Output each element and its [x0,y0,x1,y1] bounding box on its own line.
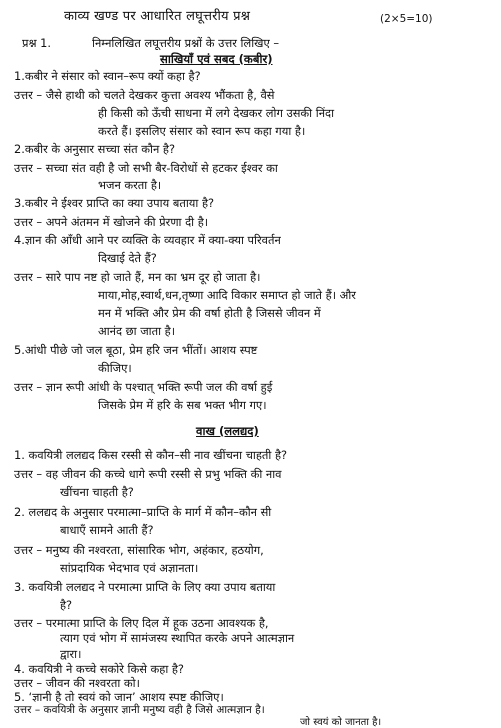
lalded-answer-3: उत्तर – परमात्मा प्राप्ति के लिए दिल में हूक उठना आवश्यक है, [14,616,269,630]
lalded-question-5: 5. ‘ज्ञानी है तो स्वयं को जान’ आशय स्पष्ट कीजिए। [14,690,224,704]
kabir-answer-2: उत्तर – सच्चा संत वही है जो सभी बैर-विरोधों से हटकर ईश्वर का [14,161,278,175]
lalded-question-2-cont: बाधाएँ सामने आती हैं? [60,523,154,537]
lalded-answer-5: उत्तर – कवयित्री के अनुसार ज्ञानी मनुष्य वही है जिसे आत्मज्ञान है। [14,704,265,716]
question-label: प्रश्न 1. [22,36,52,50]
instruction-text: निम्नलिखित लघूत्तरीय प्रश्नों के उत्तर लिखिए – [92,36,280,50]
kabir-answer-4-cont: मन में भक्ति और प्रेम की वर्षा होती है जिससे जीवन में [98,306,321,320]
kabir-question-4: 4.ज्ञान की आँधी आने पर व्यक्ति के व्यवहार में क्या-क्या परिवर्तन [14,233,281,247]
lalded-question-3-cont: है? [60,598,73,612]
kabir-question-1: 1.कबीर ने संसार को स्वान–रूप क्यों कहा है? [14,69,201,83]
kabir-question-5-cont: कीजिए। [98,361,132,375]
kabir-question-3: 3.कबीर ने ईश्वर प्राप्ति का क्या उपाय बताया है? [14,196,215,210]
lalded-answer-3-cont: त्याग एवं भोग में सामंजस्य स्थापित करके अपने आत्मज्ञान [60,631,295,645]
lalded-answer-2: उत्तर – मनुष्य की नश्वरता, सांसारिक भोग, अहंकार, हठयोग, [14,543,264,557]
lalded-answer-3-cont: द्वारा। [60,647,82,661]
kabir-question-4-cont: दिखाई देते हैं? [98,251,157,265]
kabir-answer-2-cont: भजन करता है। [98,178,162,192]
kabir-question-2: 2.कबीर के अनुसार सच्चा संत कौन है? [14,142,176,156]
kabir-answer-5-cont: जिसके प्रेम में हरि के सब भक्त भीग गए। [98,398,267,412]
kabir-answer-4: उत्तर – सारे पाप नष्ट हो जाते हैं, मन का भ्रम दूर हो जाता है। [14,270,261,284]
kabir-question-5: 5.आंधी पीछे जो जल बूठा, प्रेम हरि जन भींतों। आशय स्पष्ट [14,343,258,357]
kabir-answer-1: उत्तर – जैसे हाथी को चलते देखकर कुत्ता अवश्य भौंकता है, वैसे [14,88,275,102]
kabir-answer-5: उत्तर – ज्ञान रूपी आंधी के पश्चात् भक्ति रूपी जल की वर्षा हुई [14,380,273,394]
section-heading-lalded: वाख (ललद्यद) [196,424,259,438]
lalded-question-3: 3. कवयित्री ललद्यद ने परमात्मा प्राप्ति के लिए क्या उपाय बताया [14,580,276,594]
kabir-answer-3: उत्तर – अपने अंतमन में खोजने की प्रेरणा दी है। [14,215,209,229]
lalded-question-4: 4. कवयित्री ने कच्चे सकोरे किसे कहा है? [14,662,184,676]
lalded-answer-4: उत्तर – जीवन की नश्वरता को। [14,676,140,690]
kabir-answer-4-cont: माया,मोह,स्वार्थ,धन,तृष्णा आदि विकार समाप्त हो जाते हैं। और [98,288,356,302]
lalded-question-1: 1. कवयित्री ललद्यद किस रस्सी से कौन–सी नाव खींचना चाहती है? [14,448,288,462]
lalded-answer-1-cont: खींचना चाहती है? [60,485,134,499]
marks-label: (2×5=10) [380,13,433,25]
kabir-answer-1-cont: ही किसी को ऊँची साधना में लगे देखकर लोग उसकी निंदा [98,106,335,120]
lalded-answer-2-cont: सांप्रदायिक भेदभाव एवं अज्ञानता। [60,561,199,575]
lalded-answer-5-cont: जो स्वयं को जानता है। [300,717,382,728]
kabir-answer-4-cont: आनंद छा जाता है। [98,324,176,338]
section-heading-kabir: साखियाँ एवं सबद (कबीर) [160,52,273,66]
lalded-answer-1: उत्तर – वह जीवन की कच्चे धागे रूपी रस्सी से प्रभु भक्ति की नाव [14,467,282,481]
kabir-answer-1-cont: करते हैं। इसलिए संसार को स्वान रूप कहा गया है। [98,124,306,138]
lalded-question-2: 2. ललद्यद के अनुसार परमात्मा–प्राप्ति के मार्ग में कौन–कौन सी [14,505,272,519]
page-title: काव्य खण्ड पर आधारित लघूत्तरीय प्रश्न [64,9,251,24]
